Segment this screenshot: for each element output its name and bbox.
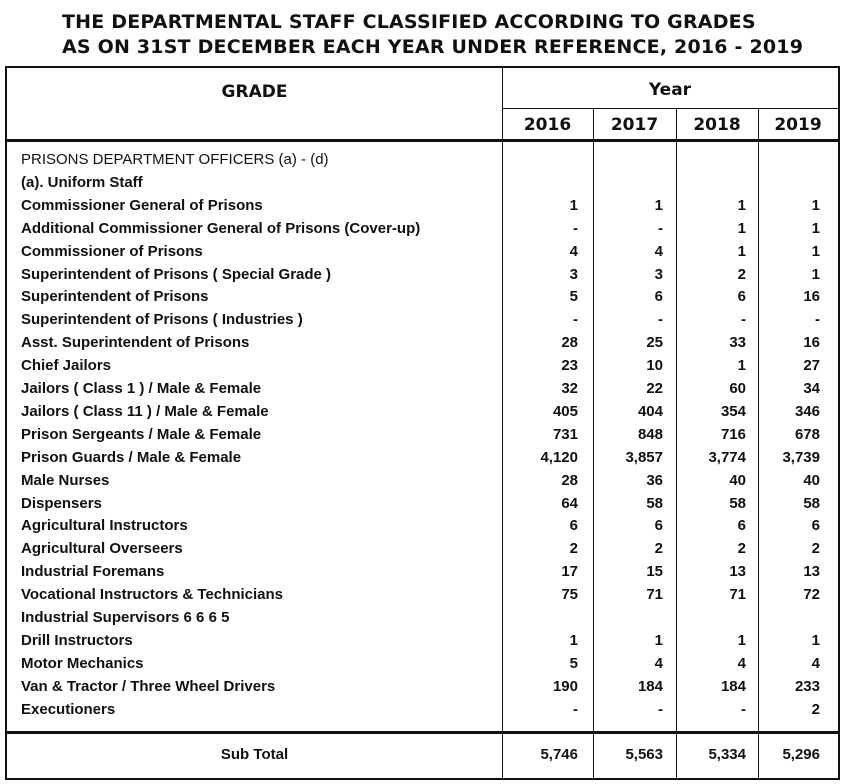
value-cell-2017: 184	[637, 677, 663, 695]
value-cell-2017: -	[658, 219, 663, 237]
value-cell-2017: 6	[654, 517, 663, 535]
subtotal-2018: 5,334	[708, 746, 746, 763]
value-cell-2018: -	[741, 700, 746, 718]
value-cell-2018: 1	[737, 631, 746, 649]
grade-header: GRADE	[221, 82, 288, 102]
value-cell-2018: 71	[729, 586, 746, 604]
value-cell-2018: 6	[737, 517, 746, 535]
value-cell-2017: 58	[646, 494, 663, 512]
value-cell-2019: 16	[803, 334, 820, 352]
value-cell-2017: -	[658, 700, 663, 718]
value-cell-2018: 40	[729, 471, 746, 489]
value-cell-2019: 6	[811, 517, 820, 535]
value-cell-2018: -	[741, 311, 746, 329]
value-cell-2019: 3,739	[782, 448, 820, 466]
value-cell-2019: 1	[811, 196, 820, 214]
table-row	[7, 308, 838, 331]
value-cell-2016: 4,120	[540, 448, 578, 466]
header-divider	[502, 108, 838, 109]
grade-label: Male Nurses	[21, 471, 110, 489]
value-cell-2018: 354	[720, 402, 746, 420]
subtotal-label: Sub Total	[220, 746, 289, 763]
value-cell-2016: 17	[561, 563, 578, 581]
table-row	[7, 492, 838, 515]
year-header-2016: 2016	[523, 115, 572, 135]
year-header-2017: 2017	[610, 115, 659, 135]
value-cell-2019: 58	[803, 494, 820, 512]
table-row	[7, 560, 838, 583]
value-cell-2019: 13	[803, 563, 820, 581]
grade-label: Asst. Superintendent of Prisons	[21, 334, 250, 352]
table-row	[7, 469, 838, 492]
value-cell-2019: 34	[803, 380, 820, 397]
subtotal-row	[7, 734, 838, 780]
value-cell-2019: 2	[811, 540, 820, 558]
grade-label: Dispensers	[21, 494, 102, 512]
value-cell-2018: 1	[737, 219, 746, 237]
table-row	[7, 514, 838, 537]
grade-label: Van & Tractor / Three Wheel Drivers	[21, 677, 276, 695]
grade-label: Superintendent of Prisons ( Special Grade )	[21, 265, 332, 283]
value-cell-2016: 190	[552, 677, 578, 695]
value-cell-2019: -	[815, 311, 820, 329]
grade-label: Jailors ( Class 11 ) / Male & Female	[21, 402, 269, 420]
value-cell-2017: 1	[654, 631, 663, 649]
value-cell-2017: 2	[654, 540, 663, 558]
value-cell-2019: 2	[811, 700, 820, 718]
value-cell-2018: 60	[729, 380, 746, 397]
subtotal-2019: 5,296	[782, 746, 820, 763]
title-line-2: AS ON 31ST DECEMBER EACH YEAR UNDER REFERENCE, 2016 - 2019	[62, 36, 804, 58]
table-row	[7, 698, 838, 721]
value-cell-2016: -	[573, 311, 578, 329]
value-cell-2017: 25	[646, 334, 663, 352]
grade-label: Jailors ( Class 1 ) / Male & Female	[21, 380, 262, 397]
value-cell-2016: 64	[561, 494, 578, 512]
value-cell-2019: 1	[811, 631, 820, 649]
table-row	[7, 400, 838, 423]
value-cell-2017: 71	[646, 586, 663, 604]
grade-label: Motor Mechanics	[21, 654, 144, 672]
grade-label: Superintendent of Prisons ( Industries )	[21, 311, 303, 329]
value-cell-2016: 2	[569, 540, 578, 558]
value-cell-2016: 4	[569, 242, 578, 260]
grade-label: Chief Jailors	[21, 357, 112, 375]
table-row	[7, 331, 838, 354]
value-cell-2018: 1	[737, 357, 746, 375]
value-cell-2018: 58	[729, 494, 746, 512]
table-row	[7, 652, 838, 675]
value-cell-2016: 731	[552, 425, 578, 443]
value-cell-2018: 3,774	[708, 448, 746, 466]
value-cell-2018: 1	[737, 242, 746, 260]
grade-label: Commissioner General of Prisons	[21, 196, 263, 214]
table-row	[7, 354, 838, 377]
value-cell-2016: 5	[569, 288, 578, 306]
value-cell-2018: 716	[720, 425, 746, 443]
subtotal-2016: 5,746	[540, 746, 578, 763]
table-row	[7, 148, 838, 171]
value-cell-2016: 3	[569, 265, 578, 283]
table-row	[7, 171, 838, 194]
value-cell-2018: 4	[737, 654, 746, 672]
value-cell-2018: 33	[729, 334, 746, 352]
value-cell-2019: 346	[794, 402, 820, 420]
value-cell-2017: 404	[637, 402, 663, 420]
value-cell-2017: 10	[646, 357, 663, 375]
grade-label: (a). Uniform Staff	[21, 173, 143, 191]
value-cell-2018: 6	[737, 288, 746, 306]
table-row	[7, 629, 838, 652]
value-cell-2019: 1	[811, 219, 820, 237]
value-cell-2017: 4	[654, 242, 663, 260]
value-cell-2017: 848	[637, 425, 663, 443]
table-row	[7, 675, 838, 698]
table-row	[7, 606, 838, 629]
table-row	[7, 217, 838, 240]
value-cell-2018: 184	[720, 677, 746, 695]
table-row	[7, 583, 838, 606]
value-cell-2019: 1	[811, 265, 820, 283]
value-cell-2016: 405	[552, 402, 578, 420]
value-cell-2017: -	[658, 311, 663, 329]
grade-label: PRISONS DEPARTMENT OFFICERS (a) - (d)	[21, 151, 329, 168]
value-cell-2016: 1	[569, 631, 578, 649]
grade-label: Drill Instructors	[21, 631, 133, 649]
grade-label: Vocational Instructors & Technicians	[21, 586, 284, 604]
value-cell-2018: 13	[729, 563, 746, 581]
value-cell-2019: 16	[803, 288, 820, 306]
value-cell-2017: 36	[646, 471, 663, 489]
grade-label: Commissioner of Prisons	[21, 242, 203, 260]
value-cell-2016: -	[573, 700, 578, 718]
value-cell-2019: 4	[811, 654, 820, 672]
table-row	[7, 285, 838, 308]
value-cell-2016: 5	[569, 654, 578, 672]
value-cell-2017: 22	[646, 380, 663, 397]
value-cell-2019: 233	[794, 677, 820, 695]
value-cell-2019: 678	[794, 425, 820, 443]
value-cell-2016: 28	[561, 471, 578, 489]
value-cell-2016: 23	[561, 357, 578, 375]
table-row	[7, 537, 838, 560]
grade-label: Agricultural Instructors	[21, 517, 188, 535]
value-cell-2016: 75	[561, 586, 578, 604]
grade-label: Executioners	[21, 700, 116, 718]
value-cell-2019: 40	[803, 471, 820, 489]
staff-table	[5, 66, 840, 780]
value-cell-2016: 32	[561, 380, 578, 397]
value-cell-2016: 28	[561, 334, 578, 352]
value-cell-2019: 1	[811, 242, 820, 260]
grade-label: Industrial Foremans	[21, 563, 165, 581]
grade-label: Prison Guards / Male & Female	[21, 448, 242, 466]
table-title	[62, 10, 842, 60]
grade-label: Superintendent of Prisons	[21, 288, 209, 306]
year-header-2019: 2019	[774, 115, 822, 135]
header-bottom-rule	[7, 139, 838, 142]
grade-label: Prison Sergeants / Male & Female	[21, 425, 262, 443]
year-header: Year	[648, 80, 692, 100]
table-row	[7, 194, 838, 217]
value-cell-2017: 3	[654, 265, 663, 283]
title-line-1: THE DEPARTMENTAL STAFF CLASSIFIED ACCORDING TO GRADES	[62, 11, 756, 33]
grade-label: Agricultural Overseers	[21, 540, 183, 558]
year-header-2018: 2018	[693, 115, 741, 135]
value-cell-2017: 4	[654, 654, 663, 672]
value-cell-2019: 27	[803, 357, 820, 375]
value-cell-2017: 15	[646, 563, 663, 581]
subtotal-2017: 5,563	[625, 746, 663, 763]
table-row	[7, 263, 838, 286]
table-row	[7, 423, 838, 446]
value-cell-2016: 6	[569, 517, 578, 535]
value-cell-2016: 1	[569, 196, 578, 214]
value-cell-2016: -	[573, 219, 578, 237]
value-cell-2017: 1	[654, 196, 663, 214]
table-row	[7, 240, 838, 263]
grade-label: Industrial Supervisors 6 6 6 5	[21, 609, 230, 626]
value-cell-2017: 3,857	[625, 448, 663, 466]
value-cell-2018: 2	[737, 265, 746, 283]
value-cell-2018: 1	[737, 196, 746, 214]
value-cell-2019: 72	[803, 586, 820, 604]
table-row	[7, 446, 838, 469]
value-cell-2017: 6	[654, 288, 663, 306]
table-row	[7, 377, 838, 400]
grade-label: Additional Commissioner General of Prisons (Cover-up)	[21, 219, 421, 237]
value-cell-2018: 2	[737, 540, 746, 558]
